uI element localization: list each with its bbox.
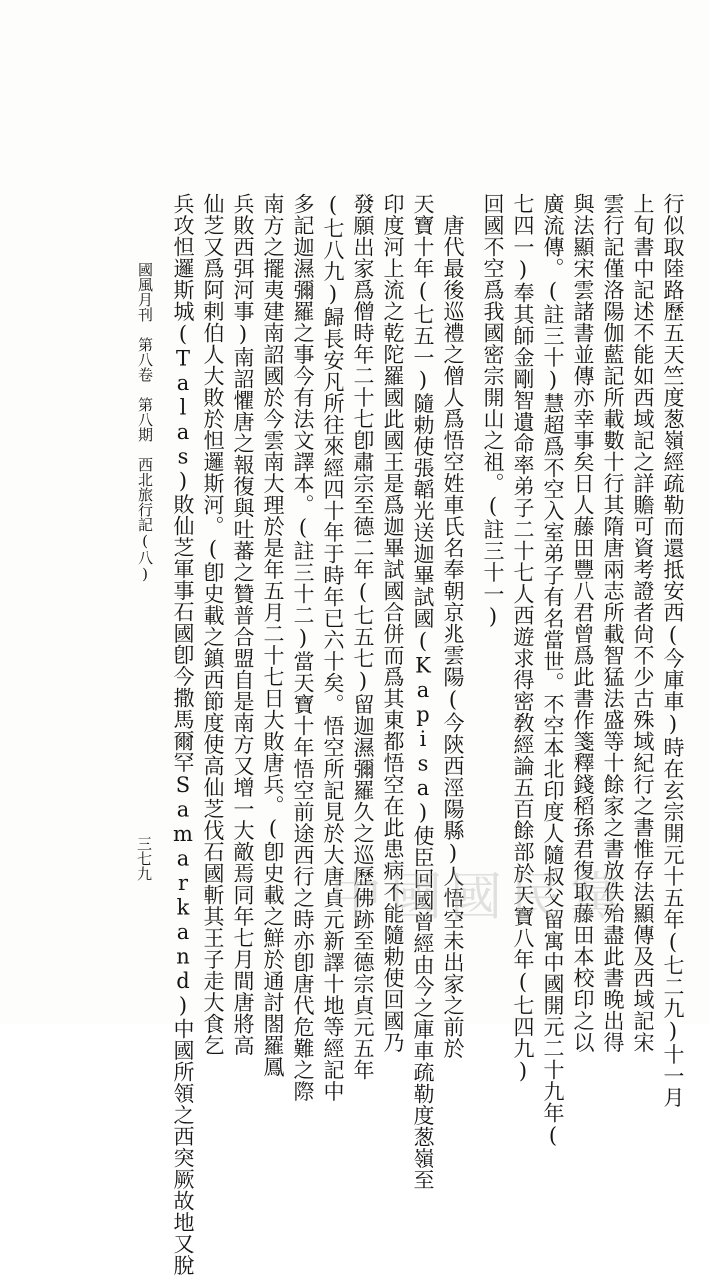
text-column-8: 唐代最後巡禮之僧人爲悟空姓車氏名奉朝京兆雲陽(今陝西涇陽縣)人悟空未出家之前於 xyxy=(441,193,465,1059)
text-column-9: 天寶十年(七五一)隨勅使張韜光送迦畢試國(Kapisa)使臣回國曾經由今之庫車疏勒度葱嶺至 xyxy=(411,193,435,1191)
text-column-17: 兵攻怛邏斯城(Talas)敗仙芝軍事石國卽今撒馬爾罕Samarkand)中國所領之西突厥故地又脫 xyxy=(171,193,195,1276)
text-column-7: 回國不空爲我國密宗開山之祖。(註三十一) xyxy=(481,193,505,629)
text-column-6: 七四一)奉其師金剛智遺命率弟子二十七人西遊求得密敎經論五百餘部於天寶八年(七四九) xyxy=(511,193,535,1084)
text-column-15: 兵敗西弭河事)南詔懼唐之報復與吐蕃之贊普合盟自是南方又增一大敵焉同年七月間唐將高 xyxy=(231,193,255,1056)
text-column-13: 多記迦濕彌羅之事今有法文譯本。(註三十二)當天寶十年悟空前途西行之時亦卽唐代危難之際 xyxy=(291,193,315,1102)
text-column-14: 南方之擺夷建南詔國於今雲南大理於是年五月二十七日大敗唐兵。(卽史載之鮮於通討閤羅鳳 xyxy=(261,193,285,1078)
text-column-1: 行似取陸路歷五天竺度葱嶺經疏勒而還抵安西(今庫車)時在玄宗開元十五年(七二九)十一月 xyxy=(661,193,685,1108)
page-number: 三七九 xyxy=(135,836,153,881)
text-column-5: 廣流傳。(註三十)慧超爲不空入室弟子有名當世。不空本北印度人隨叔父留寓中國開元二十九年( xyxy=(541,193,565,1148)
running-footer: 國風月刊 第八卷 第八期 西北旅行記(八) xyxy=(136,262,154,583)
text-column-11: 發願出家爲僧時年二十七卽肅宗至德二年(七五七)留迦濕彌羅久之巡歷佛跡至德宗貞元五年 xyxy=(351,193,375,1081)
text-column-4: 與法顯宋雲諸書並傳亦幸事矣日人藤田豐八君曾爲此書作箋釋錢稻孫君復取藤田本校印之以 xyxy=(571,193,595,1053)
text-column-3: 雲行記僅洛陽伽藍記所載數十行其隋唐兩志所載智猛法盛等十餘家之書放佚殆盡此書晚出得 xyxy=(601,193,625,1053)
text-column-16: 仙芝又爲阿剌伯人大敗於怛邏斯河。(卽史載之鎮西節度使高仙芝伐石國斬其王子走大食乞 xyxy=(201,193,225,1056)
watermark: 中國國民黨 xyxy=(330,868,631,928)
text-column-2: 上旬書中記述不能如西域記之詳贍可資考證者尙不少古殊域紀行之書惟存法顯傳及西域記宋 xyxy=(631,193,655,1053)
text-column-10: 印度河上流之乾陀羅國此國王是爲迦畢試國合併而爲其東都悟空在此患病不能隨勅使回國乃 xyxy=(381,193,405,1053)
text-column-12: (七八九)歸長安凡所往來經四十年于時年已六十矣。悟空所記見於大唐貞元新譯十地等經記中 xyxy=(321,193,345,1102)
